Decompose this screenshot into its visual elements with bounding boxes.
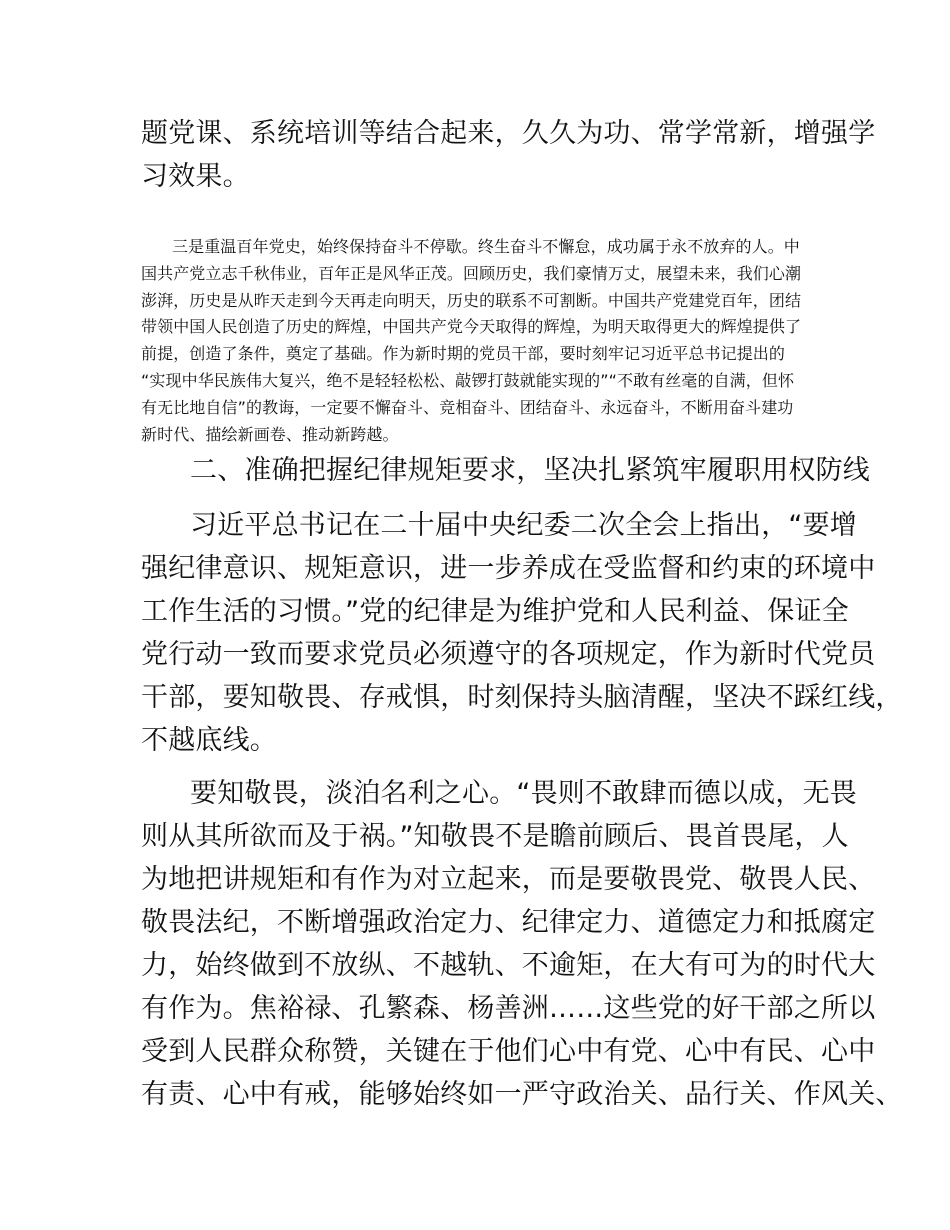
awe-paragraph-line: 要知敬畏，淡泊名利之心。“畏则不敢肆而德以成，无畏 <box>190 778 857 809</box>
discipline-paragraph-line: 不越底线。 <box>141 725 277 756</box>
discipline-paragraph-line: 工作生活的习惯。”党的纪律是为维护党和人民利益、保证全 <box>141 596 849 627</box>
paragraph-three-line: 带领中国人民创造了历史的辉煌，中国共产党今天取得的辉煌，为明天取得更大的辉煌提供了 <box>141 317 802 336</box>
discipline-paragraph-line: 党行动一致而要求党员必须遵守的各项规定，作为新时代党员 <box>141 639 876 670</box>
awe-paragraph-line: 为地把讲规矩和有作为对立起来，而是要敬畏党、敬畏人民、 <box>141 864 876 895</box>
paragraph-three-line: 前提，创造了条件，奠定了基础。作为新时期的党员干部，要时刻牢记习近平总书记提出的 <box>141 344 786 363</box>
discipline-paragraph-line: 习近平总书记在二十届中央纪委二次全会上指出，“要增 <box>190 510 857 541</box>
awe-paragraph-line: 受到人民群众称赞，关键在于他们心中有党、心中有民、心中 <box>141 1036 876 1067</box>
paragraph-three-line: 澎湃，历史是从昨天走到今天再走向明天，历史的联系不可割断。中国共产党建党百年，团结 <box>141 291 802 310</box>
paragraph-three-line: 有无比地自信”的教诲，一定要不懈奋斗、竞相奋斗、团结奋斗、永远奋斗，不断用奋斗建功 <box>141 398 794 417</box>
continuation-line: 习效果。 <box>141 161 250 192</box>
section-heading: 二、准确把握纪律规矩要求，坚决扎紧筑牢履职用权防线 <box>190 455 870 486</box>
discipline-paragraph-line: 干部，要知敬畏、存戒惧，时刻保持头脑清醒，坚决不踩红线， <box>141 682 903 713</box>
awe-paragraph-line: 有作为。焦裕禄、孔繁森、杨善洲……这些党的好干部之所以 <box>141 993 876 1024</box>
awe-paragraph-line: 力，始终做到不放纵、不越轨、不逾矩，在大有可为的时代大 <box>141 950 876 981</box>
paragraph-three-line: 新时代、描绘新画卷、推动新跨越。 <box>141 425 399 444</box>
discipline-paragraph-line: 强纪律意识、规矩意识，进一步养成在受监督和约束的环境中 <box>141 553 876 584</box>
paragraph-three-line: “实现中华民族伟大复兴，绝不是轻轻松松、敲锣打鼓就能实现的”“不敢有丝毫的自满，但怀 <box>141 371 795 390</box>
paragraph-three-line: 国共产党立志千秋伟业，百年正是风华正茂。回顾历史，我们豪情万丈，展望未来，我们心潮 <box>141 264 802 283</box>
awe-paragraph-line: 有责、心中有戒，能够始终如一严守政治关、品行关、作风关、 <box>141 1079 903 1110</box>
continuation-line: 题党课、系统培训等结合起来，久久为功、常学常新，增强学 <box>141 118 876 149</box>
paragraph-three-line: 三是重温百年党史，始终保持奋斗不停歇。终生奋斗不懈怠，成功属于永不放弃的人。中 <box>172 237 800 256</box>
awe-paragraph-line: 敬畏法纪，不断增强政治定力、纪律定力、道德定力和抵腐定 <box>141 907 876 938</box>
awe-paragraph-line: 则从其所欲而及于祸。”知敬畏不是瞻前顾后、畏首畏尾，人 <box>141 821 849 852</box>
